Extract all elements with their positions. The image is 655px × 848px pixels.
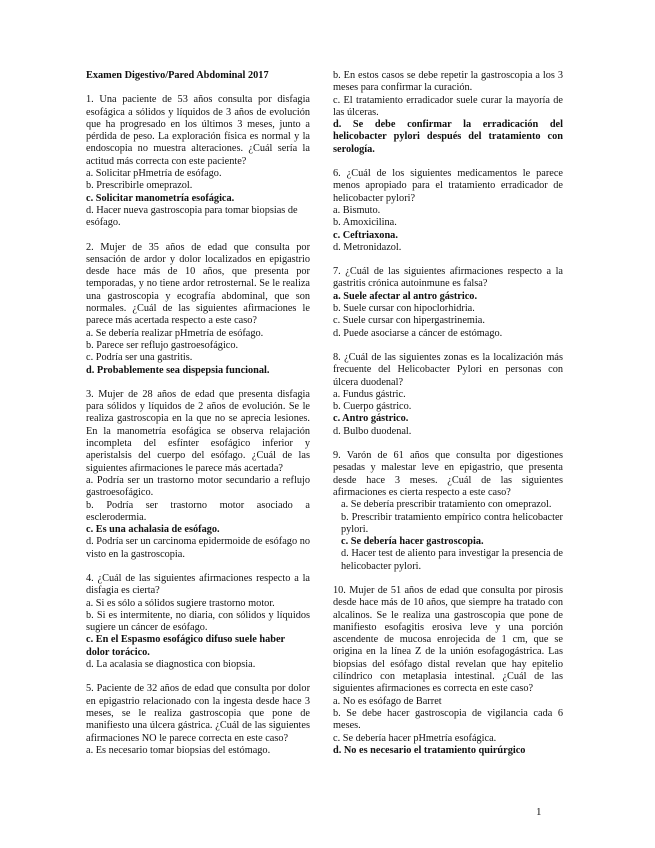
document-title: Examen Digestivo/Pared Abdominal 2017	[86, 70, 269, 81]
answer-option: a. No es esófago de Barret	[333, 695, 442, 707]
question-9	[333, 450, 563, 573]
question-stem: 4. ¿Cuál de las siguientes afirmaciones respecto a la disfagia es cierta?	[86, 572, 310, 597]
answer-option-correct: c. En el Espasmo esofágico difuso suele haber dolor torácico.	[86, 634, 285, 658]
question-2	[86, 242, 310, 377]
answer-option-correct: c. Se debería hacer gastroscopia.	[341, 536, 484, 548]
question-stem: 8. ¿Cuál de las siguientes zonas es la localización más frecuente del Helicobacter Pylori en personas con úlcera duodenal?	[333, 351, 563, 388]
answer-option: b. Podría ser trastorno motor asociado a esclerodermia.	[86, 499, 310, 523]
answer-option: d. Puede asociarse a cáncer de estómago.	[333, 327, 503, 339]
question-3	[86, 389, 310, 561]
question-stem: 6. ¿Cuál de los siguientes medicamentos le parece menos apropiado para el tratamiento erradicador de helicobacter pylori?	[333, 168, 563, 204]
answer-option-correct: d. Se debe confirmar la erradicación del helicobacter pylori después del tratamiento con serología.	[333, 119, 563, 155]
answer-option: c. El tratamiento erradicador suele curar la mayoría de las úlceras.	[333, 94, 563, 118]
question-5	[86, 683, 310, 757]
question-10	[333, 585, 563, 757]
answer-option: c. Se debería hacer pHmetría esofágica.	[333, 732, 497, 744]
answer-option: a. Es necesario tomar biopsias del estómago.	[86, 744, 271, 756]
question-stem: 2. Mujer de 35 años de edad que consulta por sensación de ardor y dolor localizados en epigastrio desde hace más de 10 años, que presenta por temporadas, y no tiene ardor retrosternal. Se le realiza una gastroscopia y ecografía abdominal, que son normales. ¿Cuál de las siguientes afirmaciones le parece más acertada respecto a este caso?	[86, 241, 310, 327]
answer-option: d. La acalasia se diagnostica con biopsia.	[86, 659, 256, 671]
answer-option: d. Hacer test de aliento para investigar la presencia de helicobacter pylori.	[341, 548, 563, 572]
answer-option: b. Amoxicilina.	[333, 217, 397, 229]
answer-option: b. Prescribirle omeprazol.	[86, 180, 193, 192]
left-column	[86, 70, 310, 769]
answer-option: b. Prescribir tratamiento empírico contra helicobacter pylori.	[341, 511, 563, 535]
answer-option: d. Podría ser un carcinoma epidermoide de esófago no visto en la gastroscopia.	[86, 536, 310, 560]
question-1	[86, 94, 310, 229]
answer-option: b. Parece ser reflujo gastroesofágico.	[86, 339, 239, 351]
answer-option: b. En estos casos se debe repetir la gastroscopia a los 3 meses para confirmar la curación.	[333, 70, 563, 94]
question-stem: 7. ¿Cuál de las siguientes afirmaciones respecto a la gastritis crónica autoinmune es falsa?	[333, 266, 563, 290]
answer-option-correct: d. No es necesario el tratamiento quirúrgico	[333, 744, 526, 756]
answer-option: a. Fundus gástric.	[333, 388, 406, 400]
answer-option: d. Hacer nueva gastroscopia para tomar biopsias de esófago.	[86, 204, 298, 229]
answer-option: a. Solicitar pHmetría de esófago.	[86, 168, 222, 180]
answer-option-correct: a. Suele afectar al antro gástrico.	[333, 290, 478, 302]
question-stem: 5. Paciente de 32 años de edad que consulta por dolor en epigastrio relacionado con la ingesta desde hace 3 meses, se le realiza gastroscopia que pone de manifiesto una úlcera gástrica. ¿Cuál de las siguientes afirmaciones NO le parece correcta en este caso?	[86, 683, 310, 744]
answer-option: b. Se debe hacer gastroscopia de vigilancia cada 6 meses.	[333, 707, 563, 732]
answer-option: a. Se debería prescribir tratamiento con omeprazol.	[341, 499, 552, 511]
question-5-continued	[333, 70, 563, 156]
page-number: 1	[536, 806, 542, 818]
question-4	[86, 573, 310, 671]
answer-option: b. Si es intermitente, no diaria, con sólidos y líquidos sugiere un cáncer de esófago.	[86, 609, 310, 634]
answer-option: d. Bulbo duodenal.	[333, 425, 412, 437]
answer-option: c. Podría ser una gastritis.	[86, 352, 193, 364]
answer-option: a. Si es sólo a sólidos sugiere trastorno motor.	[86, 597, 275, 609]
answer-option-correct: c. Antro gástrico.	[333, 413, 409, 425]
answer-option: a. Bismuto.	[333, 204, 381, 216]
answer-option-correct: c. Ceftriaxona.	[333, 229, 398, 241]
question-7	[333, 266, 563, 340]
answer-option: d. Metronidazol.	[333, 241, 402, 253]
answer-option: b. Suele cursar con hipoclorhidria.	[333, 303, 475, 315]
answer-option-correct: c. Solicitar manometría esofágica.	[86, 192, 235, 204]
question-stem: 3. Mujer de 28 años de edad que presenta disfagia para sólidos y líquidos de 2 años de evolución. Se le realiza gastroscopia en la que no se aprecia lesiones. En la manometría esofágica se observa relajación incompleta del esfínter esofágico inferior y aperistalsis del cuerpo del esófago. ¿Cuál de las siguientes afirmaciones le parece más acertada?	[86, 388, 310, 474]
question-6	[333, 168, 563, 254]
answer-option: a. Podría ser un trastorno motor secundario a reflujo gastroesofágico.	[86, 474, 310, 499]
answer-option: a. Se debería realizar pHmetría de esófago.	[86, 327, 264, 339]
answer-option-correct: c. Es una achalasia de esófago.	[86, 524, 220, 536]
answer-option: c. Suele cursar con hipergastrinemia.	[333, 315, 485, 327]
question-8	[333, 352, 563, 438]
answer-option-correct: d. Probablemente sea dispepsia funcional.	[86, 364, 270, 376]
question-stem: 10. Mujer de 51 años de edad que consulta por pirosis desde hace más de 10 años, que siempre ha tratado con alcalinos. Se le realiza una gastroscopia que pone de manifiesto esofagitis erosiva leve y una porción ascendente de mucosa enrojecida de 1 cm, que se origina en la línea Z de la unión esofagogástrica. Las biopsias del esófago distal revelan que hay epitelio cilíndrico con metaplasia intestinal. ¿Cuál de las siguientes afirmaciones es correcta en este caso?	[333, 584, 563, 695]
answer-option: b. Cuerpo gástrico.	[333, 401, 412, 413]
question-stem: 9. Varón de 61 años que consulta por digestiones pesadas y malestar leve en epigastrio, que presenta desde hace 3 meses. ¿Cuál de las siguientes afirmaciones es cierta respecto a este caso?	[333, 450, 563, 498]
right-column	[333, 70, 563, 769]
question-stem: 1. Una paciente de 53 años consulta por disfagia esofágica a sólidos y líquidos de 3 años de evolución que ha progresado en los últimos 3 meses, junto a pérdida de peso. La exploración física es normal y la endoscopia no muestra alteraciones. ¿Cuál sería la actitud más correcta con este paciente?	[86, 94, 310, 167]
